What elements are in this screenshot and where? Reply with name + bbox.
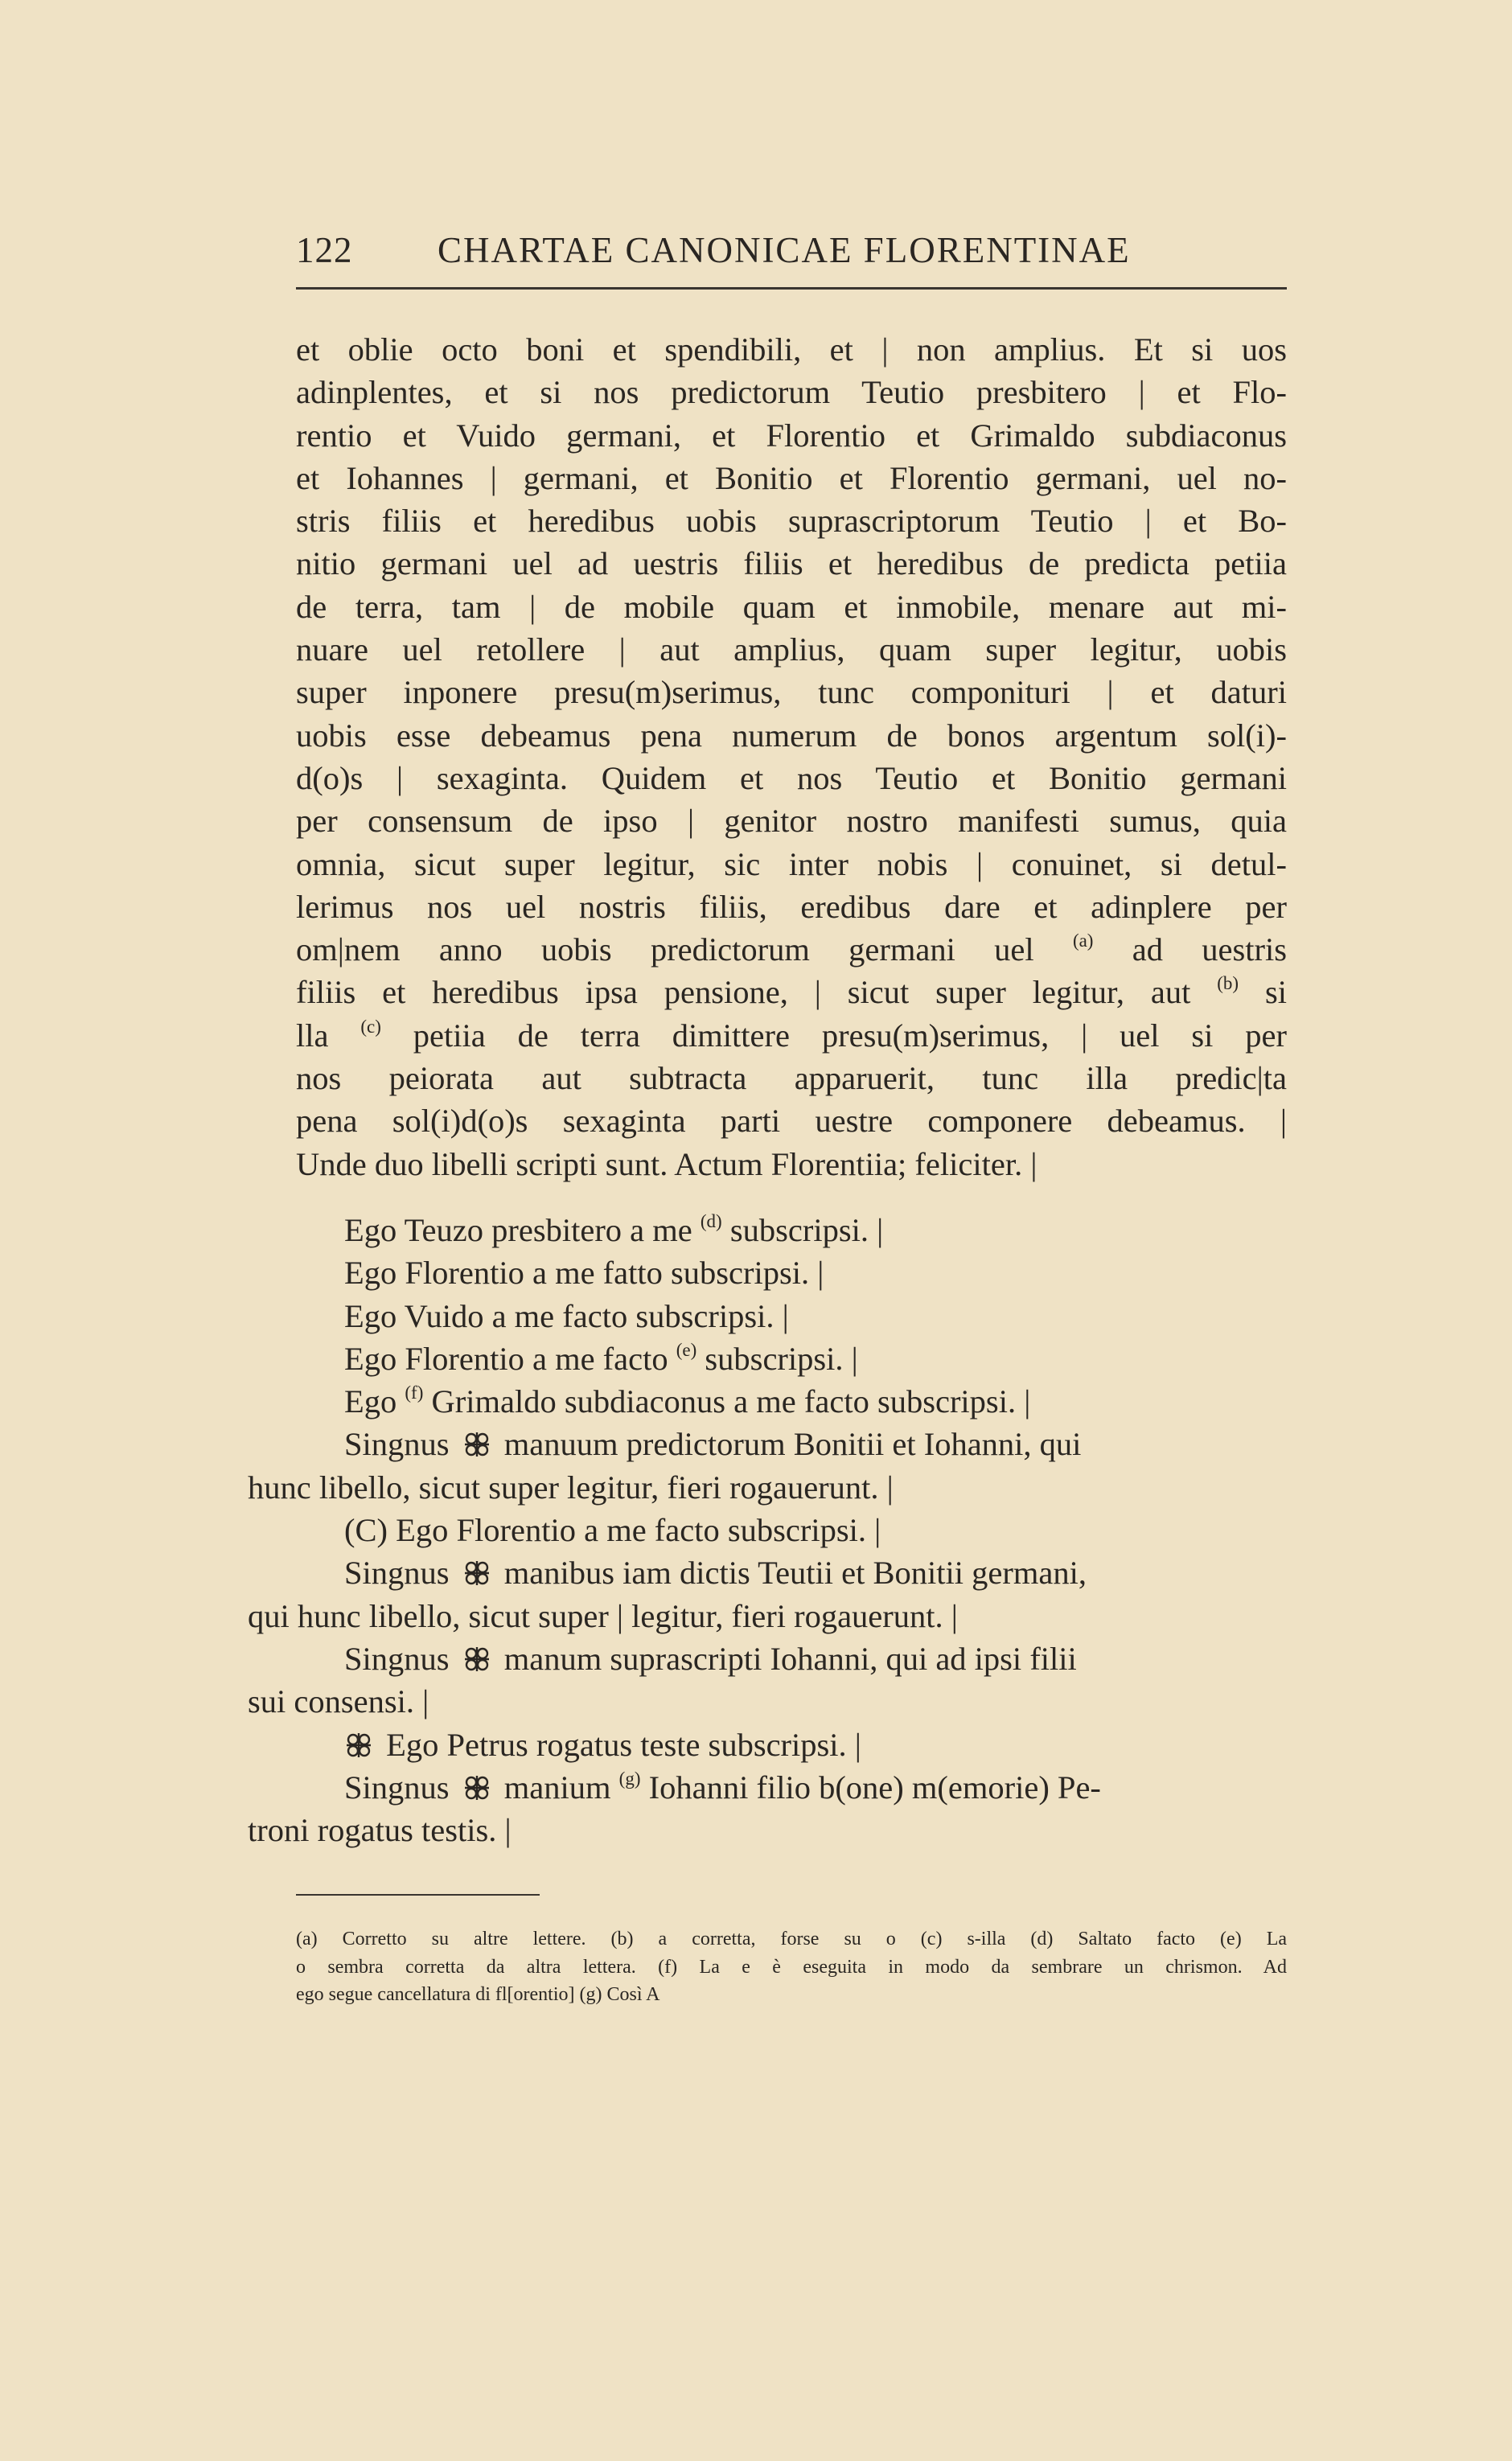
signum-cross-icon (344, 1732, 373, 1759)
text-line (296, 928, 1287, 971)
text-line: de terra, tam | de mobile quam et inmobile, menare aut mi- (296, 588, 1287, 625)
text-segment: subscripsi. | (729, 1212, 884, 1248)
subscription-entry (248, 1551, 1287, 1637)
note-marker-c: (c) (360, 1016, 381, 1037)
footnote-line: (a) Corretto su altre lettere. (b) a corretta, forse su o (c) s-illa (d) Saltato facto (e) La (296, 1929, 1287, 1949)
text-segment: Ego Florentio a me facto (344, 1340, 668, 1377)
text-line: nos peiorata aut subtracta apparuerit, tunc illa predic|ta (296, 1060, 1287, 1097)
text-line (296, 1014, 1287, 1057)
text-line: lerimus nos uel nostris filiis, eredibus dare et adinplere per (296, 888, 1287, 925)
running-title: CHARTAE CANONICAE FLORENTINAE (438, 230, 1131, 270)
text-line: rentio et Vuido germani, et Florentio et Grimaldo subdiaconus (296, 417, 1287, 454)
footnotes (296, 1925, 1287, 2009)
signum-cross-icon (462, 1774, 491, 1802)
running-header (296, 229, 1287, 290)
text-line: Unde duo libelli scripti sunt. Actum Florentiia; feliciter. | (296, 1145, 1037, 1182)
charter-text (296, 328, 1287, 1185)
signum-cross-icon (462, 1431, 491, 1458)
text-segment: Singnus (344, 1555, 450, 1592)
text-segment: Ego Teuzo presbitero a me (344, 1212, 692, 1248)
text-segment: manuum predictorum Bonitii et Iohanni, qui (503, 1426, 1082, 1463)
text-segment: manibus iam dictis Teutii et Bonitii germani, (503, 1555, 1087, 1592)
text-line: stris filiis et heredibus uobis suprascriptorum Teutio | et Bo- (296, 503, 1287, 540)
text-line: adinplentes, et si nos predictorum Teutio presbitero | et Flo- (296, 374, 1287, 411)
subscription-line (296, 1380, 1287, 1423)
text-line: nitio germani uel ad uestris filiis et heredibus de predicta petiia (296, 545, 1287, 582)
note-marker-a: (a) (1072, 931, 1094, 951)
text-segment: manium (503, 1769, 611, 1806)
text-segment: qui hunc libello, sicut super | legitur, fieri rogauerunt. | (248, 1597, 958, 1634)
subscription-line: (C) Ego Florentio a me facto subscripsi. | (344, 1512, 881, 1549)
subscription-line: Ego Florentio a me fatto subscripsi. | (344, 1255, 824, 1292)
text-segment: Singnus (344, 1426, 450, 1463)
signum-cross-icon (462, 1559, 491, 1587)
text-line: per consensum de ipso | genitor nostro manifesti sumus, quia (296, 803, 1287, 840)
text-segment: subscripsi. | (705, 1340, 858, 1377)
text-line: et Iohannes | germani, et Bonitio et Florentio germani, uel no- (296, 459, 1287, 496)
subscription-entry (248, 1766, 1287, 1852)
subscription-entry (248, 1423, 1287, 1509)
text-segment: Singnus (344, 1769, 450, 1806)
subscription-line: Ego Vuido a me facto subscripsi. | (344, 1297, 789, 1334)
text-line: d(o)s | sexaginta. Quidem et nos Teutio et Bonitio germani (296, 759, 1287, 796)
text-line (296, 971, 1287, 1013)
text-line: omnia, sicut super legitur, sic inter nobis | conuinet, si detul- (296, 845, 1287, 882)
subscriptions (248, 1209, 1287, 1851)
text-line: super inponere presu(m)serimus, tunc componituri | et daturi (296, 674, 1287, 711)
footnote-line: ego segue cancellatura di fl[orentio] (g) Così A (296, 1984, 660, 2005)
subscription-entry (248, 1637, 1287, 1724)
text-line: nuare uel retollere | aut amplius, quam super legitur, uobis (296, 631, 1287, 668)
text-segment: hunc libello, sicut super legitur, fieri rogauerunt. | (248, 1469, 894, 1506)
text-segment: om|nem anno uobis predictorum germani uel (296, 931, 1034, 968)
note-marker-g: (g) (618, 1768, 641, 1789)
text-segment: Ego (344, 1383, 397, 1420)
page-number: 122 (296, 230, 353, 270)
footnote-rule (296, 1894, 540, 1896)
text-segment: manum suprascripti Iohanni, qui ad ipsi filii (503, 1640, 1077, 1677)
text-segment: lla (296, 1017, 329, 1054)
text-segment: Ego Petrus rogatus teste subscripsi. | (386, 1726, 861, 1763)
text-segment: filiis et heredibus ipsa pensione, | sicut super legitur, aut (296, 974, 1191, 1011)
footnote-line: o sembra corretta da altra lettera. (f) La e è eseguita in modo da sembrare un chrismon. Ad (296, 1956, 1287, 1978)
text-segment: sui consensi. | (248, 1683, 429, 1720)
text-segment: si (1265, 974, 1288, 1011)
text-line: pena sol(i)d(o)s sexaginta parti uestre componere debeamus. | (296, 1103, 1287, 1140)
text-segment: troni rogatus testis. | (248, 1812, 512, 1849)
subscription-line (296, 1724, 1287, 1766)
note-marker-b: (b) (1217, 973, 1239, 994)
text-segment: ad uestris (1132, 931, 1288, 968)
text-segment: Iohanni filio b(one) m(emorie) Pe- (648, 1769, 1101, 1806)
signum-cross-icon (462, 1645, 491, 1673)
text-segment: Singnus (344, 1640, 450, 1677)
text-segment: Grimaldo subdiaconus a me facto subscripsi. | (431, 1383, 1031, 1420)
text-line: et oblie octo boni et spendibili, et | non amplius. Et si uos (296, 331, 1287, 368)
subscription-line (296, 1337, 1287, 1380)
text-segment: petiia de terra dimittere presu(m)serimus, | uel si per (413, 1017, 1288, 1054)
note-marker-e: (e) (676, 1339, 697, 1360)
note-marker-f: (f) (405, 1383, 424, 1403)
subscription-line (296, 1209, 1287, 1251)
text-line: uobis esse debeamus pena numerum de bonos argentum sol(i)- (296, 717, 1287, 754)
note-marker-d: (d) (700, 1211, 722, 1231)
